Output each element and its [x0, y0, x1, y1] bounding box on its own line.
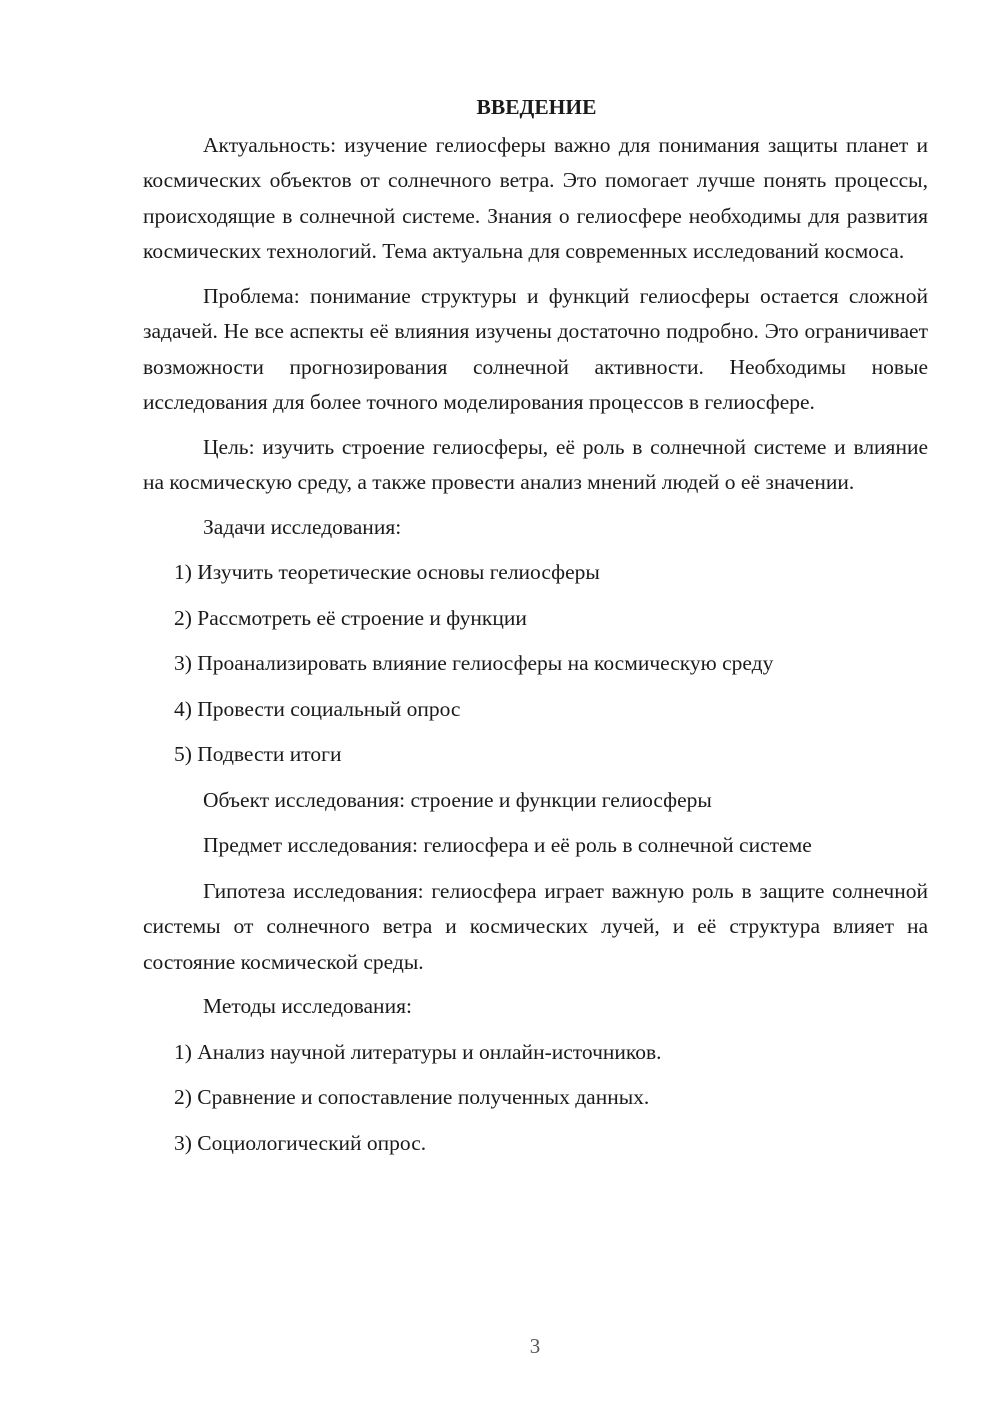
hypothesis-paragraph: Гипотеза исследования: гелиосфера играет важную роль в защите солнечной системы от солнечного ветра и космических лучей, и её структура влияет на состояние космической среды. — [143, 878, 928, 974]
page-number: 3 — [529, 1334, 541, 1358]
tasks-list — [143, 555, 928, 773]
list-item: 1) Изучить теоретические основы гелиосферы — [174, 560, 600, 584]
section-title: ВВЕДЕНИЕ — [476, 95, 597, 119]
document-page — [143, 90, 928, 1171]
problem-paragraph: Проблема: понимание структуры и функций гелиосферы остается сложной задачей. Не все аспекты её влияния изучены достаточно подробно. Это ограничивает возможности прогнозирования солнечной активности. Необходимы новые исследования для более точного моделирования процессов в гелиосфере. — [143, 283, 928, 414]
list-item: 2) Рассмотреть её строение и функции — [174, 605, 527, 630]
subject-line: Предмет исследования: гелиосфера и её роль в солнечной системе — [203, 833, 812, 857]
list-item: 3) Социологический опрос. — [174, 1130, 427, 1155]
goal-paragraph: Цель: изучить строение гелиосферы, её роль в солнечной системе и влияние на космическую среду, а также провести анализ мнений людей о её значении. — [143, 434, 928, 494]
relevance-paragraph: Актуальность: изучение гелиосферы важно для понимания защиты планет и космических объектов от солнечного ветра. Это помогает лучше понять процессы, происходящие в солнечной системе. Знания о гелиосфере необходимы для развития космических технологий. Тема актуальна для современных исследований космоса. — [143, 132, 928, 263]
list-item: 4) Провести социальный опрос — [174, 696, 461, 721]
list-item: 1) Анализ научной литературы и онлайн-источников. — [174, 1039, 662, 1064]
methods-heading: Методы исследования: — [203, 994, 412, 1018]
list-item: 3) Проанализировать влияние гелиосферы на космическую среду — [174, 651, 774, 675]
tasks-heading: Задачи исследования: — [203, 514, 402, 539]
list-item: 2) Сравнение и сопоставление полученных данных. — [174, 1085, 650, 1109]
object-line: Объект исследования: строение и функции гелиосферы — [203, 787, 712, 812]
methods-list — [143, 1035, 928, 1162]
list-item: 5) Подвести итоги — [174, 742, 342, 766]
